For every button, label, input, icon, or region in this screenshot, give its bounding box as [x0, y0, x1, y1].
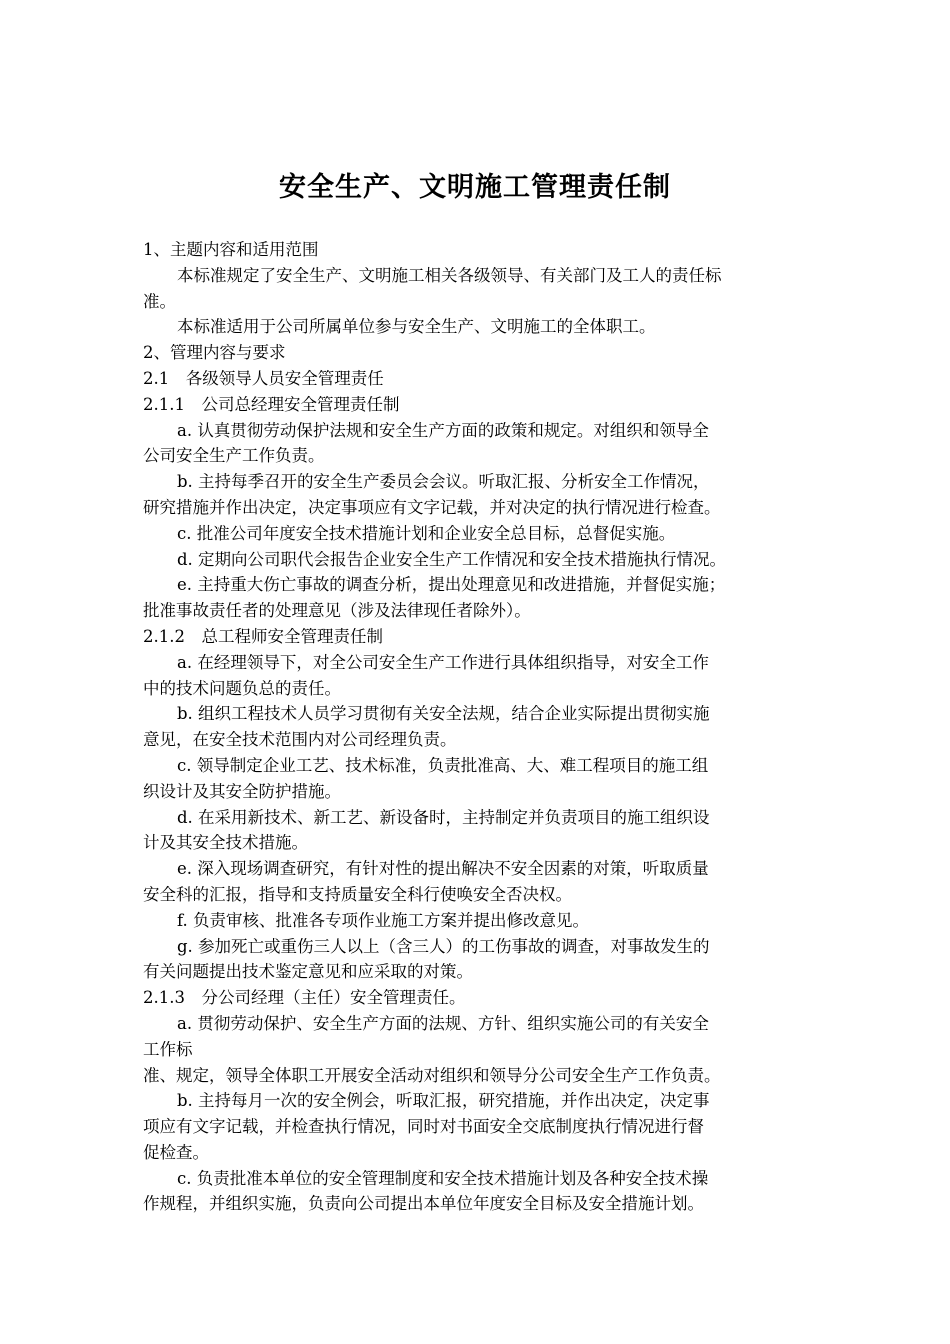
- text-line: 计及其安全技术措施。: [143, 833, 308, 853]
- text-line: a. 贯彻劳动保护、安全生产方面的法规、方针、组织实施公司的有关安全: [177, 1013, 709, 1033]
- text-line: 研究措施并作出决定，决定事项应有文字记载，并对决定的执行情况进行检查。: [143, 497, 721, 517]
- text-line: 作规程，并组织实施，负责向公司提出本单位年度安全目标及安全措施计划。: [143, 1194, 704, 1214]
- text-line: 2.1.3 分公司经理（主任）安全管理责任。: [143, 988, 466, 1008]
- text-line: e. 主持重大伤亡事故的调查分析，提出处理意见和改进措施，并督促实施；: [177, 575, 726, 595]
- text-line: 中的技术问题负总的责任。: [143, 678, 341, 698]
- text-line: 1、主题内容和适用范围: [143, 240, 319, 259]
- text-line: 准。: [143, 291, 176, 311]
- text-line: c. 批准公司年度安全技术措施计划和企业安全总目标，总督促实施。: [177, 523, 676, 543]
- text-line: f. 负责审核、批准各专项作业施工方案并提出修改意见。: [177, 910, 590, 930]
- text-line: 本标准规定了安全生产、文明施工相关各级领导、有关部门及工人的责任标: [177, 265, 722, 285]
- text-line: 准、规定，领导全体职工开展安全活动对组织和领导分公司安全生产工作负责。: [143, 1065, 721, 1085]
- text-line: 2、管理内容与要求: [143, 343, 286, 363]
- text-line: 本标准适用于公司所属单位参与安全生产、文明施工的全体职工。: [177, 317, 656, 337]
- text-line: c. 负责批准本单位的安全管理制度和安全技术措施计划及各种安全技术操: [177, 1168, 709, 1188]
- text-line: 批准事故责任者的处理意见（涉及法律现任者除外）。: [143, 601, 531, 621]
- document-title: 安全生产、文明施工管理责任制: [279, 172, 671, 203]
- document-body: [143, 237, 813, 1217]
- text-line: 项应有文字记载，并检查执行情况，同时对书面安全交底制度执行情况进行督: [143, 1117, 704, 1137]
- text-line: 2.1.2 总工程师安全管理责任制: [143, 626, 383, 646]
- text-line: 促检查。: [143, 1142, 209, 1162]
- text-line: b. 组织工程技术人员学习贯彻有关安全法规，结合企业实际提出贯彻实施: [177, 704, 710, 724]
- text-line: 2.1 各级领导人员安全管理责任: [143, 368, 384, 388]
- text-line: e. 深入现场调查研究，有针对性的提出解决不安全因素的对策，听取质量: [177, 859, 709, 879]
- text-line: c. 领导制定企业工艺、技术标准，负责批准高、大、难工程项目的施工组: [177, 755, 709, 775]
- text-line: a. 在经理领导下，对全公司安全生产工作进行具体组织指导，对安全工作: [177, 652, 709, 672]
- text-line: g. 参加死亡或重伤三人以上（含三人）的工伤事故的调查，对事故发生的: [177, 936, 710, 956]
- text-line: b. 主持每季召开的安全生产委员会会议。听取汇报、分析安全工作情况，: [177, 472, 710, 492]
- text-line: a. 认真贯彻劳动保护法规和安全生产方面的政策和规定。对组织和领导全: [177, 420, 709, 440]
- text-line: 公司安全生产工作负责。: [143, 446, 325, 466]
- text-line: 2.1.1 公司总经理安全管理责任制: [143, 394, 400, 414]
- text-line: d. 定期向公司职代会报告企业安全生产工作情况和安全技术措施执行情况。: [177, 549, 727, 569]
- text-line: b. 主持每月一次的安全例会，听取汇报，研究措施，并作出决定，决定事: [177, 1091, 710, 1111]
- text-line: 意见，在安全技术范围内对公司经理负责。: [143, 730, 457, 750]
- text-line: 有关问题提出技术鉴定意见和应采取的对策。: [143, 962, 473, 982]
- text-line: 工作标: [143, 1039, 193, 1059]
- text-line: d. 在采用新技术、新工艺、新设备时，主持制定并负责项目的施工组织设: [177, 807, 710, 827]
- text-line: 安全科的汇报，指导和支持质量安全科行使唤安全否决权。: [143, 884, 572, 904]
- text-line: 织设计及其安全防护措施。: [143, 781, 341, 801]
